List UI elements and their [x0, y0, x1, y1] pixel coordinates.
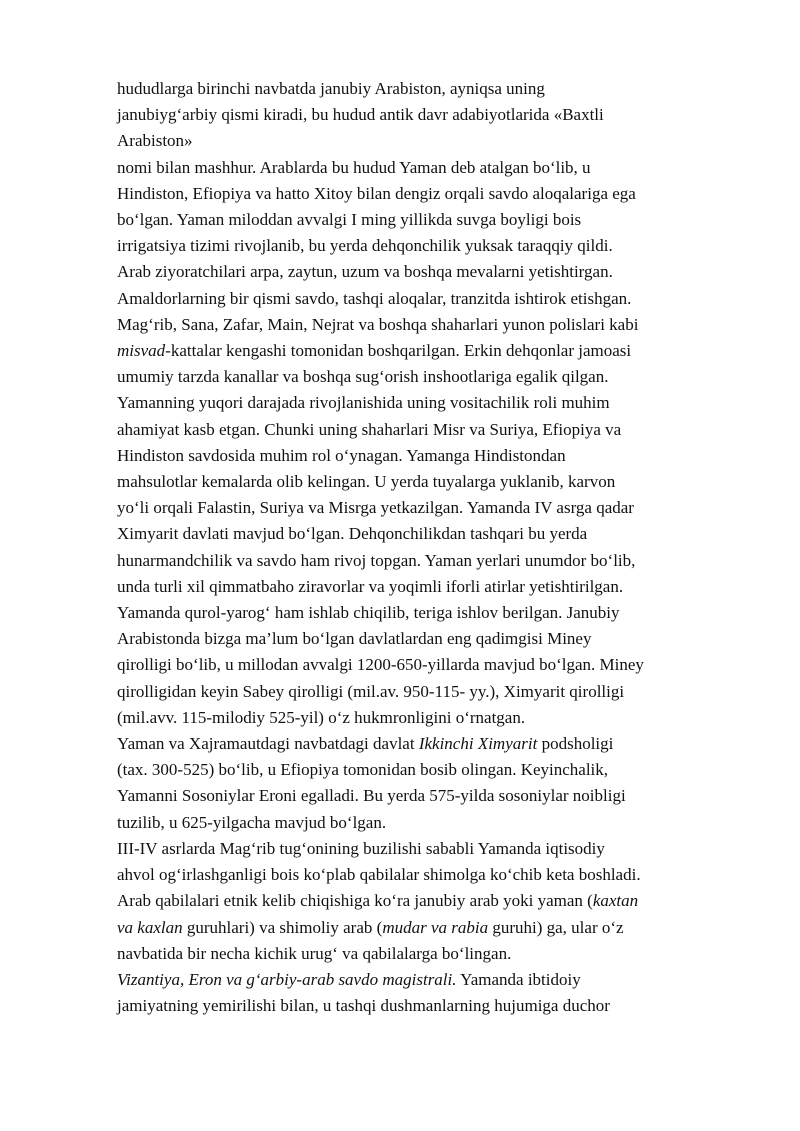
- text-line: [117, 731, 747, 757]
- text-line: [117, 521, 747, 547]
- text-line: [117, 705, 747, 731]
- text-run: ahamiyat kasb etgan. Chunki uning shaharlari Misr va Suriya, Efiopiya va: [117, 419, 622, 439]
- text-run: mahsulotlar kemalarda olib kelingan. U yerda tuyalarga yuklanib, karvon: [117, 472, 616, 492]
- text-line: [117, 888, 747, 914]
- text-line: [117, 915, 747, 941]
- text-run: Yamanni Sosoniylar Eroni egalladi. Bu yerda 575-yilda sosoniylar noibligi: [117, 786, 626, 806]
- text-line: [117, 862, 747, 888]
- italic-text: mudar va rabia: [382, 917, 489, 937]
- text-line: [117, 967, 747, 993]
- italic-text: misvad: [117, 341, 166, 361]
- text-line: [117, 181, 747, 207]
- text-line: [117, 417, 747, 443]
- text-line: [117, 207, 747, 233]
- text-line: [117, 495, 747, 521]
- text-line: [117, 574, 747, 600]
- text-run: qirolligi bo‘lib, u millodan avvalgi 1200-650-yillarda mavjud bo‘lgan. Miney: [117, 655, 644, 675]
- text-run: bo‘lgan. Yaman miloddan avvalgi I ming yillikda suvga boyligi bois: [117, 210, 582, 230]
- text-run: umumiy tarzda kanallar va boshqa sug‘orish inshootlariga egalik qilgan.: [117, 367, 609, 387]
- text-run: Arabistonda bizga ma’lum bo‘lgan davlatlardan eng qadimgisi Miney: [117, 629, 592, 649]
- text-run: Hindiston, Efiopiya va hatto Xitoy bilan dengiz orqali savdo aloqalariga ega: [117, 183, 636, 203]
- text-run: nomi bilan mashhur. Arablarda bu hudud Yaman deb atalgan bo‘lib, u: [117, 157, 591, 177]
- text-line: [117, 993, 747, 1019]
- text-line: [117, 443, 747, 469]
- text-line: [117, 652, 747, 678]
- body-text: [117, 76, 747, 1019]
- text-run: Ximyarit davlati mavjud bo‘lgan. Dehqonchilikdan tashqari bu yerda: [117, 524, 588, 544]
- text-line: [117, 469, 747, 495]
- text-line: [117, 600, 747, 626]
- text-run: janubiyg‘arbiy qismi kiradi, bu hudud antik davr adabiyotlarida «Baxtli: [117, 105, 604, 125]
- text-run: Arabiston»: [117, 131, 193, 151]
- text-run: navbatida bir necha kichik urug‘ va qabilalarga bo‘lingan.: [117, 943, 512, 963]
- text-run: (mil.avv. 115-milodiy 525-yil) o‘z hukmronligini o‘rnatgan.: [117, 707, 526, 727]
- text-run: Yamanda ibtidoiy: [456, 969, 581, 989]
- text-run: yo‘li orqali Falastin, Suriya va Misrga yetkazilgan. Yamanda IV asrga qadar: [117, 498, 634, 518]
- text-line: [117, 626, 747, 652]
- text-line: [117, 102, 747, 128]
- text-line: [117, 548, 747, 574]
- text-line: [117, 312, 747, 338]
- text-run: Yaman va Xajramautdagi navbatdagi davlat: [117, 734, 419, 754]
- text-line: [117, 76, 747, 102]
- text-run: ahvol og‘irlashganligi bois ko‘plab qabilalar shimolga ko‘chib keta boshladi.: [117, 865, 641, 885]
- text-run: -kattalar kengashi tomonidan boshqarilgan. Erkin dehqonlar jamoasi: [165, 341, 632, 361]
- text-line: [117, 679, 747, 705]
- text-line: [117, 757, 747, 783]
- text-run: hududlarga birinchi navbatda janubiy Arabiston, ayniqsa uning: [117, 79, 545, 98]
- text-run: irrigatsiya tizimi rivojlanib, bu yerda dehqonchilik yuksak taraqqiy qildi.: [117, 236, 613, 256]
- text-line: [117, 233, 747, 259]
- text-run: qirolligidan keyin Sabey qirolligi (mil.av. 950-115- yy.), Ximyarit qirolligi: [117, 681, 625, 701]
- text-line: [117, 338, 747, 364]
- text-run: hunarmandchilik va savdo ham rivoj topgan. Yaman yerlari unumdor bo‘lib,: [117, 550, 636, 570]
- italic-text: Ikkinchi Ximyarit: [418, 734, 538, 754]
- text-run: Yamanning yuqori darajada rivojlanishida uning vositachilik roli muhim: [117, 393, 610, 413]
- text-run: Arab ziyoratchilari arpa, zaytun, uzum va boshqa mevalarni yetishtirgan.: [117, 262, 613, 282]
- text-run: tuzilib, u 625-yilgacha mavjud bo‘lgan.: [117, 812, 387, 832]
- text-run: (tax. 300-525) bo‘lib, u Efiopiya tomonidan bosib olingan. Keyinchalik,: [117, 760, 609, 780]
- italic-text: Vizantiya, Eron va g‘arbiy-arab savdo magistrali.: [117, 969, 457, 989]
- text-line: [117, 364, 747, 390]
- text-line: [117, 390, 747, 416]
- text-line: [117, 783, 747, 809]
- text-line: [117, 155, 747, 181]
- text-line: [117, 941, 747, 967]
- text-line: [117, 810, 747, 836]
- text-run: unda turli xil qimmatbaho ziravorlar va yoqimli iforli atirlar yetishtirilgan.: [117, 576, 624, 596]
- text-run: Arab qabilalari etnik kelib chiqishiga ko‘ra janubiy arab yoki yaman (: [117, 891, 593, 911]
- text-run: Hindiston savdosida muhim rol o‘ynagan. Yamanga Hindistondan: [117, 445, 566, 465]
- text-line: [117, 836, 747, 862]
- text-line: [117, 286, 747, 312]
- text-run: Amaldorlarning bir qismi savdo, tashqi aloqalar, tranzitda ishtirok etishgan.: [117, 288, 632, 308]
- text-line: [117, 259, 747, 285]
- text-run: guruhlari) va shimoliy arab (: [182, 917, 383, 937]
- text-run: podsholigi: [537, 734, 614, 754]
- text-run: III-IV asrlarda Mag‘rib tug‘onining buzilishi sababli Yamanda iqtisodiy: [117, 838, 605, 858]
- text-run: jamiyatning yemirilishi bilan, u tashqi dushmanlarning hujumiga duchor: [117, 996, 610, 1016]
- text-run: Yamanda qurol-yarog‘ ham ishlab chiqilib, teriga ishlov berilgan. Janubiy: [117, 603, 620, 623]
- text-run: Mag‘rib, Sana, Zafar, Main, Nejrat va boshqa shaharlari yunon polislari kabi: [117, 314, 639, 334]
- italic-text: kaxtan: [592, 891, 639, 911]
- italic-text: va kaxlan: [117, 917, 183, 937]
- text-line: [117, 128, 747, 154]
- text-run: guruhi) ga, ular o‘z: [488, 917, 624, 937]
